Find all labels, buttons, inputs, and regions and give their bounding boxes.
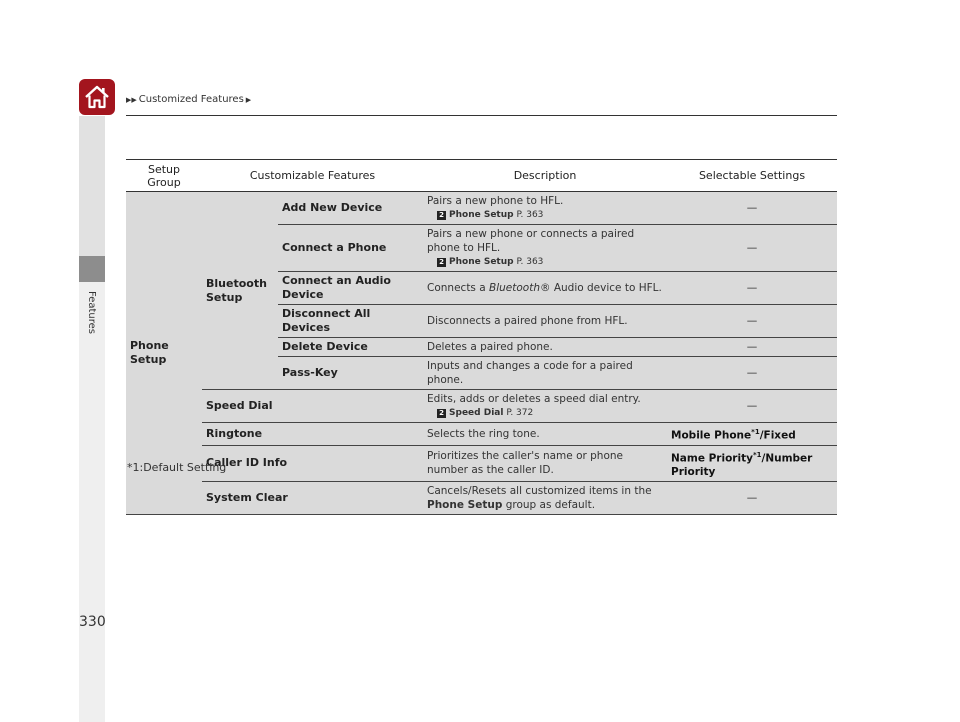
table-row (126, 423, 837, 446)
feature-name: Delete Device (278, 338, 423, 357)
table-row (126, 445, 837, 482)
home-icon (83, 83, 111, 111)
feature-description: Pairs a new phone or connects a paired phone to HFL. 2 Phone Setup P. 363 (423, 225, 667, 272)
reference-arrow-icon: 2 (437, 409, 446, 418)
feature-setting: — (667, 192, 837, 225)
feature-setting: Mobile Phone$^{*1}$/Fixed (667, 423, 837, 446)
arrow-right-icon: ▶▶ (126, 95, 137, 104)
feature-setting: — (667, 482, 837, 515)
page-number: 330 (79, 614, 106, 630)
col-setup-group: Setup Group (126, 160, 202, 192)
reference-arrow-icon: 2 (437, 211, 446, 220)
breadcrumb[interactable] (126, 94, 252, 105)
section-marker (79, 256, 105, 282)
col-customizable-features: Customizable Features (202, 160, 423, 192)
customized-features-table (126, 159, 837, 515)
feature-name: Connect a Phone (278, 225, 423, 272)
arrow-right-icon: ▶ (245, 95, 252, 104)
col-description: Description (423, 160, 667, 192)
cross-reference[interactable]: 2 Phone Setup P. 363 (437, 208, 663, 222)
feature-setting: — (667, 390, 837, 423)
feature-name: Caller ID Info (202, 445, 423, 482)
col-selectable-settings: Selectable Settings (667, 160, 837, 192)
reference-arrow-icon: 2 (437, 258, 446, 267)
feature-name: Speed Dial (202, 390, 423, 423)
table-header-row (126, 160, 837, 192)
side-tab (79, 116, 105, 256)
feature-description: Deletes a paired phone. (423, 338, 667, 357)
feature-setting: — (667, 338, 837, 357)
feature-description: Disconnects a paired phone from HFL. (423, 305, 667, 338)
table-row (126, 390, 837, 423)
feature-description: Pairs a new phone to HFL. 2 Phone Setup P. 363 (423, 192, 667, 225)
cross-reference[interactable]: 2 Phone Setup P. 363 (437, 255, 663, 269)
breadcrumb-label: Customized Features (138, 94, 244, 105)
feature-setting: — (667, 357, 837, 390)
header-rule (126, 115, 837, 116)
table-row (126, 482, 837, 515)
setup-group-cell: Phone Setup (126, 192, 202, 515)
feature-name: Add New Device (278, 192, 423, 225)
feature-description: Selects the ring tone. (423, 423, 667, 446)
footnote: *1:Default Setting (127, 461, 227, 474)
table-row (126, 192, 837, 225)
feature-setting: Name Priority$^{*1}$/Number Priority (667, 445, 837, 482)
feature-setting: — (667, 305, 837, 338)
feature-description: Prioritizes the caller's name or phone number as the caller ID. (423, 445, 667, 482)
side-strip (79, 282, 105, 722)
feature-setting: — (667, 272, 837, 305)
cross-reference[interactable]: 2 Speed Dial P. 372 (437, 406, 663, 420)
feature-name: System Clear (202, 482, 423, 515)
feature-description: Inputs and changes a code for a paired phone. (423, 357, 667, 390)
feature-name: Pass-Key (278, 357, 423, 390)
section-label: Features (86, 291, 97, 334)
feature-name: Ringtone (202, 423, 423, 446)
feature-description: Cancels/Resets all customized items in the Phone Setup group as default. (423, 482, 667, 515)
feature-description: Connects a Bluetooth® Audio device to HFL. (423, 272, 667, 305)
feature-description: Edits, adds or deletes a speed dial entry. 2 Speed Dial P. 372 (423, 390, 667, 423)
subgroup-cell: Bluetooth Setup (202, 192, 278, 390)
home-button[interactable] (79, 79, 115, 115)
feature-name: Connect an Audio Device (278, 272, 423, 305)
feature-name: Disconnect All Devices (278, 305, 423, 338)
feature-setting: — (667, 225, 837, 272)
